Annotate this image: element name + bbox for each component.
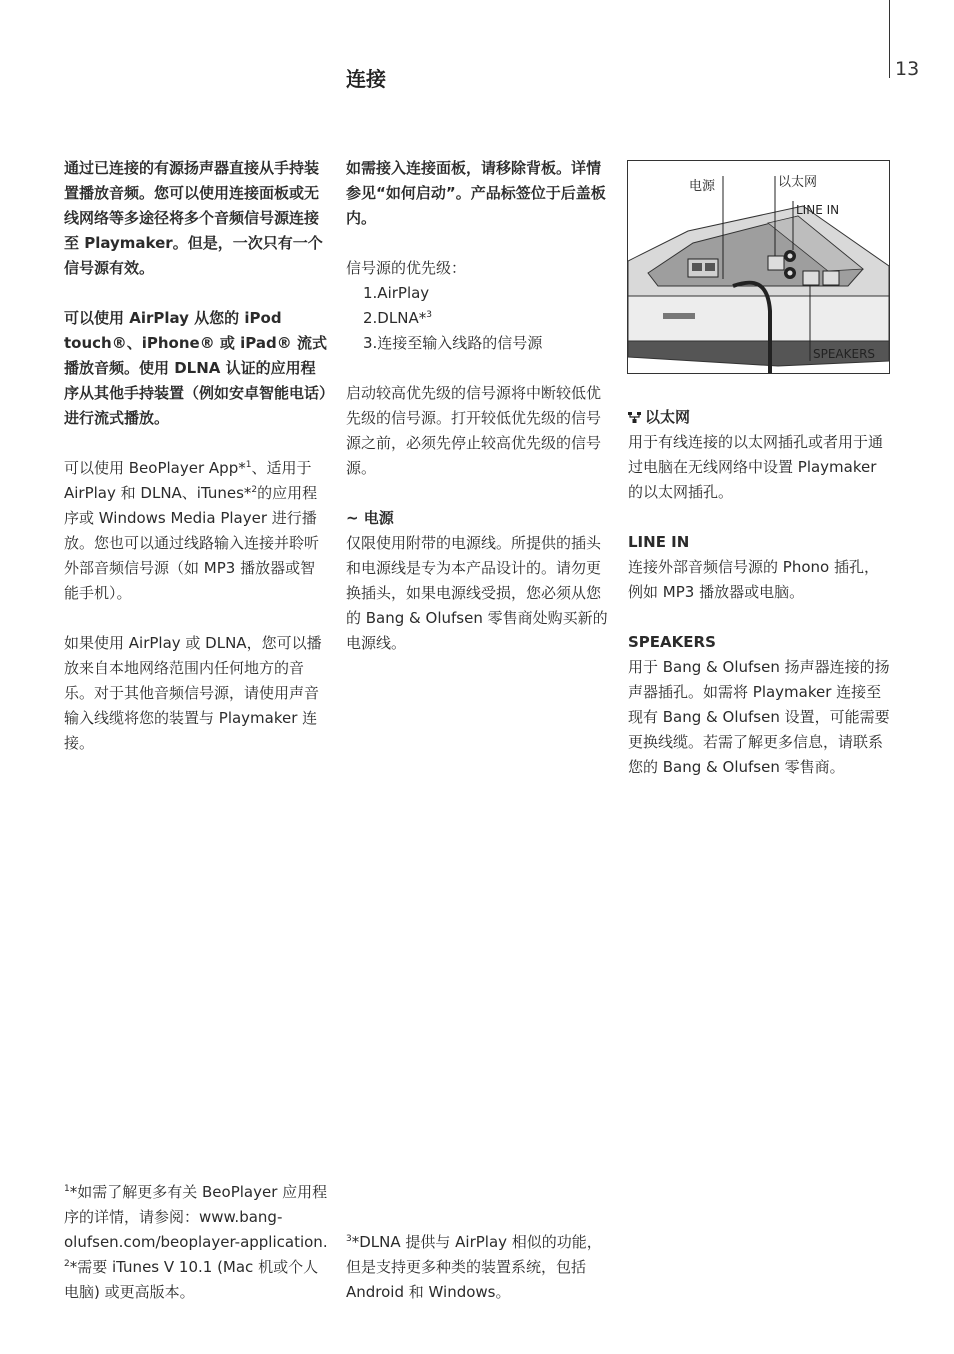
ethernet-icon [628,412,641,423]
priority-label: 信号源的优先级： [346,259,467,277]
page-number: 13 [895,58,920,80]
page-title: 连接 [346,67,386,91]
footnote-ref-3: 3 [426,310,432,320]
column-left [64,156,330,781]
column-right [628,405,892,805]
diagram-label-power: 电源 [689,179,716,194]
panel-paragraph: 如需接入连接面板，请移除背板。详情参见“如何启动”。产品标签位于后盖板内。 [346,159,606,227]
priority-paragraph: 启动较高优先级的信号源将中断较低优先级的信号源。打开较低优先级的信号源之前，必须先停止较高优先级的信号源。 [346,384,602,477]
priority-item-3: 3.连接至输入线路的信号源 [363,334,543,352]
beoplayer-paragraph: 可以使用 BeoPlayer App*$^1$、适用于 AirPlay 和 DLNA、iTunes*$^2$的应用程序或 Windows Media Player 进行播放。您也可以通过线路输入连接并聆听外部音频信号源（如 MP3 播放器或智能手机）。 [64,459,320,602]
power-heading: ~ 电源 [346,509,394,527]
footnote-2: $^2$*需要 iTunes V 10.1 (Mac 机或个人电脑) 或更高版本。 [64,1258,319,1301]
panel-illustration [628,161,889,373]
connection-panel-diagram [627,160,890,374]
footnotes-left [64,1180,332,1305]
footnote-1: $^1$*如需了解更多有关 BeoPlayer 应用程序的详情，请参阅：www.bang-olufsen.com/beoplayer-application. [64,1183,328,1251]
priority-item-1: 1.AirPlay [363,284,430,302]
priority-item-2: 2.DLNA*$^3$ [363,309,432,327]
page-rule [889,0,890,78]
line-in-heading: LINE IN [628,533,690,551]
footnote-ref-1: 1 [245,460,252,470]
ethernet-heading: 以太网 [628,405,892,430]
diagram-label-line-in: LINE IN [796,203,840,217]
intro-paragraph: 通过已连接的有源扬声器直接从手持装置播放音频。您可以使用连接面板或无线网络等多途径将多个音频信号源连接至 Playmaker。但是，一次只有一个信号源有效。 [64,159,323,277]
footnote-ref-2: 2 [251,485,258,495]
power-paragraph: 仅限使用附带的电源线。所提供的插头和电源线是专为本产品设计的。请勿更换插头，如果电源线受损，您必须从您的 Bang & Olufsen 零售商处购买新的电源线。 [346,534,608,652]
speakers-heading: SPEAKERS [628,633,716,651]
network-paragraph: 如果使用 AirPlay 或 DLNA，您可以播放来自本地网络范围内任何地方的音乐。对于其他音频信号源，请使用声音输入线缆将您的装置与 Playmaker 连接。 [64,634,322,752]
ethernet-paragraph: 用于有线连接的以太网插孔或者用于通过电脑在无线网络中设置 Playmaker 的以太网插孔。 [628,433,884,501]
diagram-label-speakers: SPEAKERS [813,347,876,361]
footnote-3: $^3$*DLNA 提供与 AirPlay 相似的功能，但是支持更多种类的装置系统，包括 Android 和 Windows。 [346,1233,602,1301]
line-in-paragraph: 连接外部音频信号源的 Phono 插孔，例如 MP3 播放器或电脑。 [628,558,879,601]
priority-list [346,281,612,356]
speakers-paragraph: 用于 Bang & Olufsen 扬声器连接的扬声器插孔。如需将 Playmaker 连接至现有 Bang & Olufsen 设置，可能需要更换线缆。若需了解更多信息，请联系您的 Bang & Olufsen 零售商。 [628,658,890,776]
column-middle [346,156,612,681]
airplay-paragraph: 可以使用 AirPlay 从您的 iPod touch®、iPhone® 或 iPad® 流式播放音频。使用 DLNA 认证的应用程序从其他手持装置（例如安卓智能电话）进行流式播放。 [64,309,327,427]
diagram-label-ethernet: 以太网 [778,175,818,190]
footnotes-middle [346,1230,614,1305]
